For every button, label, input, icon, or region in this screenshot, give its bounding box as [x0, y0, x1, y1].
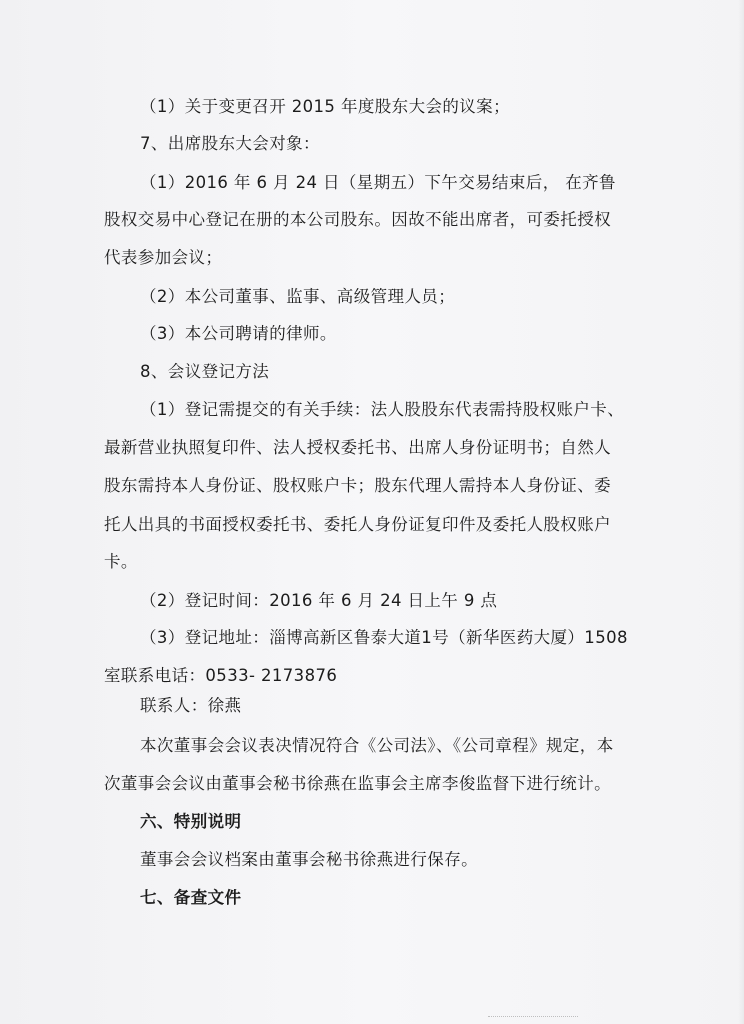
reference-documents-heading: 七、备查文件 [140, 888, 242, 907]
registration-time: （2）登记时间：2016 年 6 月 24 日上午 9 点 [140, 591, 498, 610]
contact-person: 联系人：徐燕 [140, 696, 242, 715]
section-8-heading: 8、会议登记方法 [140, 362, 270, 381]
registration-item-1-line-1: （1）登记需提交的有关手续：法人股股东代表需持股权账户卡、 [140, 400, 625, 419]
archive-note: 董事会会议档案由董事会秘书徐燕进行保存。 [140, 850, 478, 869]
attendee-item-1-line-3: 代表参加会议； [104, 248, 223, 267]
section-7-heading: 7、出席股东大会对象： [140, 134, 320, 153]
voting-statement-line-2: 次董事会会议由董事会秘书徐燕在监事会主席李俊监督下进行统计。 [104, 774, 611, 793]
registration-address-line-2: 室联系电话：0533- 2173876 [104, 666, 338, 685]
special-notes-heading: 六、特别说明 [140, 812, 242, 831]
registration-item-1-line-3: 股东需持本人身份证、股权账户卡；股东代理人需持本人身份证、委 [104, 476, 611, 495]
attendee-item-2: （2）本公司董事、监事、高级管理人员； [140, 287, 456, 306]
agenda-item-1: （1）关于变更召开 2015 年度股东大会的议案； [140, 97, 510, 116]
attendee-item-1-line-2: 股权交易中心登记在册的本公司股东。因故不能出席者，可委托授权 [104, 210, 611, 229]
voting-statement-line-1: 本次董事会会议表决情况符合《公司法》、《公司章程》规定，本 [140, 736, 614, 755]
registration-address-line-1: （3）登记地址：淄博高新区鲁泰大道1号（新华医药大厦）1508 [140, 628, 628, 647]
registration-item-1-line-2: 最新营业执照复印件、法人授权委托书、出席人身份证明书；自然人 [104, 438, 611, 457]
scan-artifact-mark [488, 1016, 578, 1020]
attendee-item-3: （3）本公司聘请的律师。 [140, 324, 337, 343]
attendee-item-1-line-1: （1）2016 年 6 月 24 日（星期五）下午交易结束后， 在齐鲁 [140, 173, 616, 192]
registration-item-1-line-4: 托人出具的书面授权委托书、委托人身份证复印件及委托人股权账户 [104, 515, 611, 534]
registration-item-1-line-5: 卡。 [104, 552, 138, 571]
scan-shadow-edge [738, 0, 744, 1024]
